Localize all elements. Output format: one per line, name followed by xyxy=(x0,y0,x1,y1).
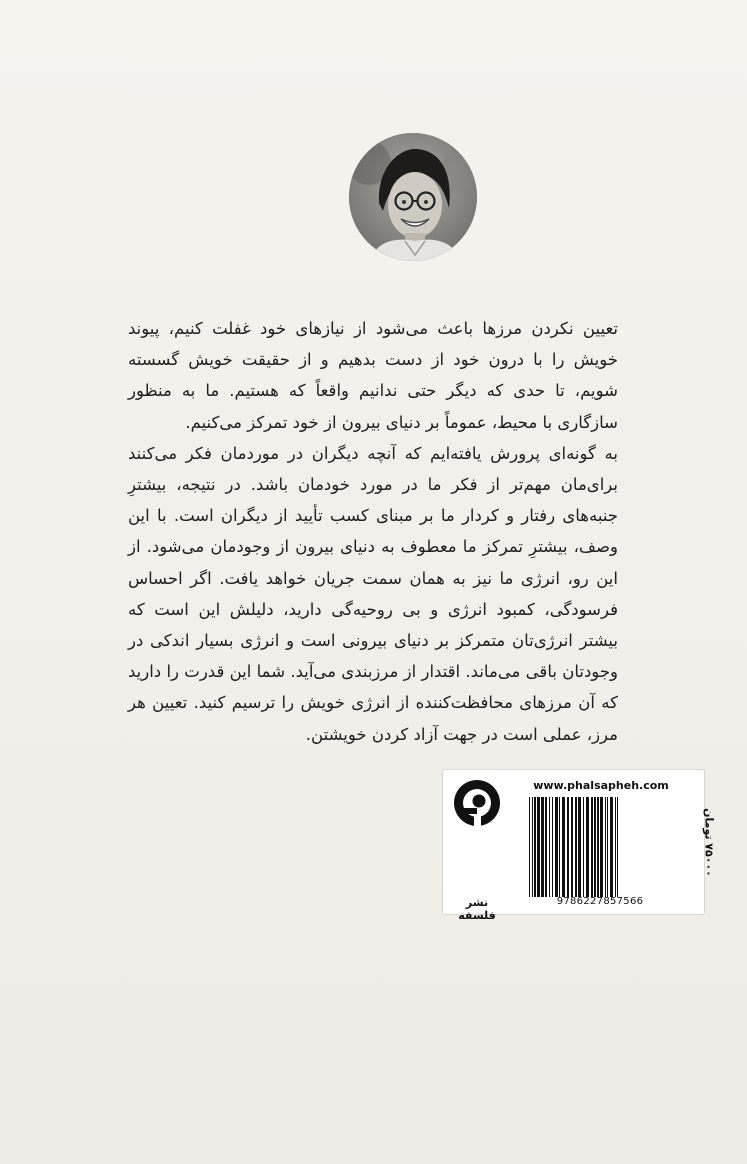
publisher-website: www.phalsapheh.com xyxy=(533,779,669,792)
price-label: ۷۵۰۰۰ تومان xyxy=(702,808,716,877)
blurb-paragraph: به گونه‌ای پرورش یافته‌ایم که آنچه دیگران در موردمان فکر می‌کنند برای‌مان مهم‌تر از فکر ما در مورد خودمان باشد. در نتیجه، بیشترِ جنبه‌های رفتار و کردار ما بر مبنای کسب تأیید از دیگران است. با این وصف، بیشترِ تمرکز ما معطوف به دنیای بیرون از وجودمان می‌شود. از این رو، انرژی ما نیز به همان سمت جریان خواهد یافت. اگر احساس فرسودگی، کمبود انرژی و بی روحیه‌گی دارید، دلیلش این است که بیشتر انرژی‌تان متمرکز بر دنیای بیرونی است و انرژی بسیار اندکی در وجودتان باقی می‌ماند. اقتدار از مرزبندی می‌آید. شما این قدرت را دارید که آن مرزهای محافظت‌کننده از انرژی خویش را ترسیم کنید. تعیین هر مرز، عملی است در جهت آزاد کردن خویشتن. xyxy=(128,443,618,744)
publisher-logo xyxy=(452,778,502,836)
publisher-logo-icon xyxy=(452,778,502,828)
isbn-number: 9786227857566 xyxy=(556,896,644,907)
barcode-icon xyxy=(525,797,675,897)
publisher-barcode-box xyxy=(442,769,716,922)
author-photo xyxy=(349,133,477,261)
author-portrait-icon xyxy=(349,133,477,261)
publisher-name: نشر فلسفه xyxy=(458,896,496,922)
back-cover-blurb xyxy=(128,313,618,750)
blurb-paragraph: تعیین نکردن مرزها باعث می‌شود از نیازهای خود غفلت کنیم، پیوند خویش را با درون خود از دست بدهیم و از حقیقت خویش گسسته شویم، تا حدی که دیگر حتی ندانیم واقعاً که هستیم. ما به منظور سازگاری با محیط، عموماً بر دنیای بیرون از خود تمرکز می‌کنیم. xyxy=(128,319,618,432)
isbn-barcode xyxy=(525,797,675,897)
